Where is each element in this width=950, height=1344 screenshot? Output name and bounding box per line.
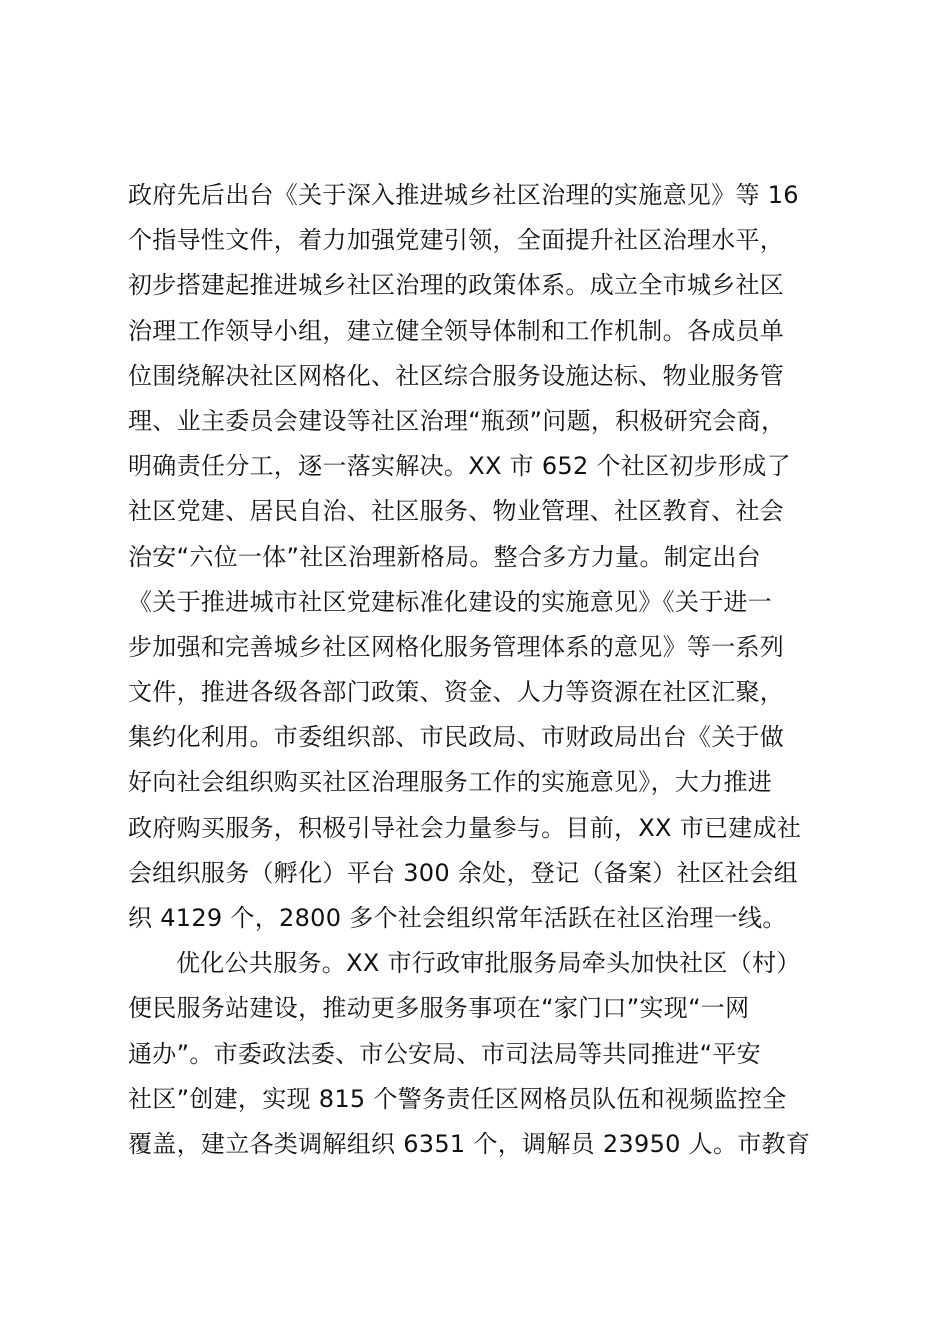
text-line: 初步搭建起推进城乡社区治理的政策体系。成立全市城乡社区	[128, 271, 785, 300]
text-line: 治安“六位一体”社区治理新格局。整合多方力量。制定出台	[128, 542, 761, 571]
text-line: 《关于推进城市社区党建标准化建设的实施意见》《关于进一	[128, 587, 773, 616]
body-text	[128, 173, 868, 1167]
text-line: 会组织服务（孵化）平台 300 余处，登记（备案）社区社会组	[128, 858, 799, 887]
text-line: 社区”创建，实现 815 个警务责任区网格员队伍和视频监控全	[128, 1084, 787, 1113]
text-line: 政府先后出台《关于深入推进城乡社区治理的实施意见》等 16	[128, 181, 799, 209]
text-line: 织 4129 个，2800 多个社会组织常年活跃在社区治理一线。	[128, 904, 787, 932]
text-line: 便民服务站建设，推动更多服务事项在“家门口”实现“一网	[128, 994, 750, 1023]
text-line: 集约化利用。市委组织部、市民政局、市财政局出台《关于做	[128, 723, 785, 752]
text-line: 社区党建、居民自治、社区服务、物业管理、社区教育、社会	[128, 497, 785, 526]
paragraph-start-line: 优化公共服务。XX 市行政审批服务局牵头加快社区（村）	[176, 949, 801, 978]
text-line: 位围绕解决社区网格化、社区综合服务设施达标、物业服务管	[128, 361, 785, 390]
text-line: 步加强和完善城乡社区网格化服务管理体系的意见》等一系列	[128, 632, 785, 661]
text-line: 通办”。市委政法委、市公安局、市司法局等共同推进“平安	[128, 1039, 761, 1068]
text-line: 政府购买服务，积极引导社会力量参与。目前，XX 市已建成社	[128, 813, 802, 842]
text-line: 治理工作领导小组，建立健全领导体制和工作机制。各成员单	[128, 316, 785, 345]
text-line: 个指导性文件，着力加强党建引领，全面提升社区治理水平，	[128, 226, 785, 255]
text-line: 文件，推进各级各部门政策、资金、人力等资源在社区汇聚，	[128, 678, 785, 707]
text-line: 明确责任分工，逐一落实解决。XX 市 652 个社区初步形成了	[128, 452, 791, 481]
text-line: 覆盖，建立各类调解组织 6351 个，调解员 23950 人。市教育	[128, 1129, 811, 1158]
text-line: 理、业主委员会建设等社区治理“瓶颈”问题，积极研究会商，	[128, 406, 786, 435]
text-line: 好向社会组织购买社区治理服务工作的实施意见》，大力推进	[128, 768, 773, 797]
